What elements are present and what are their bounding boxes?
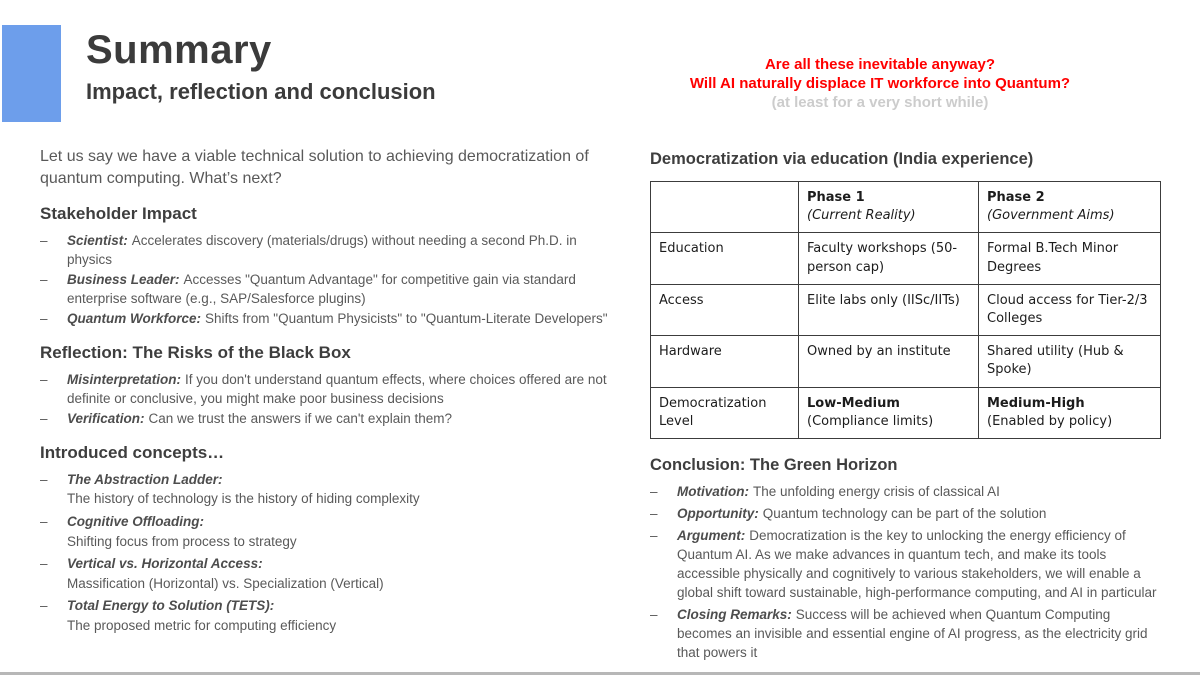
table-row <box>651 233 1161 284</box>
bullet-text: Democratization is the key to unlocking the energy efficiency of Quantum AI. As we make advances in quantum tech, and make its tools accessible physically and cognitively to various stakeholders, we will enable a global shift toward sustainable, high-performance computing, and AI in particular <box>677 527 1157 600</box>
left-column <box>40 146 612 640</box>
list-item <box>40 232 612 269</box>
list-item <box>40 597 612 616</box>
bullet-text: Can we trust the answers if we can't explain them? <box>148 411 452 427</box>
row-label: Hardware <box>651 336 799 387</box>
cell-value-bold: Medium-High <box>987 395 1085 411</box>
column-title: Phase 1 <box>807 190 865 205</box>
table-header-empty <box>651 182 799 233</box>
bullet-dash: – <box>40 556 48 572</box>
table-cell: Shared utility (Hub & Spoke) <box>979 336 1161 387</box>
bullet-dash: – <box>650 505 658 521</box>
bullet-label: Misinterpretation: <box>67 371 182 387</box>
bullet-label: Scientist: <box>67 233 128 248</box>
bullet-dash: – <box>40 471 48 487</box>
bullet-subtext: The history of technology is the history of hiding complexity <box>67 491 420 507</box>
bullet-subtext: Massification (Horizontal) vs. Specialization (Vertical) <box>67 575 384 591</box>
bullet-label: Argument: <box>677 527 746 543</box>
bullet-subtext: The proposed metric for computing efficiency <box>67 617 337 633</box>
phase-comparison-table <box>650 181 1161 439</box>
list-item <box>40 555 612 574</box>
list-item <box>650 482 1164 501</box>
bullet-label: Business Leader: <box>67 272 180 288</box>
table-row <box>651 336 1161 387</box>
table-row <box>651 387 1161 438</box>
annotation-line-3: (at least for a very short while) <box>771 94 989 111</box>
table-row <box>651 284 1161 335</box>
column-subtitle: (Government Aims) <box>987 208 1115 224</box>
section-reflection <box>40 343 612 429</box>
bullet-dash: – <box>40 272 48 288</box>
table-cell: Faculty workshops (50-person cap) <box>799 233 979 284</box>
bullet-text: The unfolding energy crisis of classical AI <box>753 483 1000 499</box>
bullet-dash: – <box>40 233 48 248</box>
annotation-line-1: Are all these inevitable anyway? <box>764 56 996 73</box>
list-item <box>40 471 612 490</box>
list-item <box>40 410 612 429</box>
bullet-dash: – <box>650 483 658 499</box>
intro-paragraph: Let us say we have a viable technical solution to achieving democratization of quantum computing. What’s next? <box>40 148 589 187</box>
bullet-subtext: Shifting focus from process to strategy <box>67 533 297 549</box>
table-cell <box>979 387 1161 438</box>
table-cell <box>799 387 979 438</box>
table-cell: Owned by an institute <box>799 336 979 387</box>
page-subtitle: Impact, reflection and conclusion <box>86 79 436 104</box>
table-header-phase2 <box>979 182 1161 233</box>
annotation-line-2: Will AI naturally displace IT workforce into Quantum? <box>689 75 1071 92</box>
section-heading: Stakeholder Impact <box>40 204 197 223</box>
bullet-label: Total Energy to Solution (TETS): <box>67 598 275 614</box>
list-item <box>40 513 612 532</box>
annotation-block <box>630 55 1130 112</box>
list-item <box>650 504 1164 523</box>
bullet-label: The Abstraction Ladder: <box>67 471 223 487</box>
section-stakeholder-impact <box>40 204 612 329</box>
title-block <box>86 28 436 105</box>
cell-value-bold: Low-Medium <box>807 395 900 411</box>
table-cell: Formal B.Tech Minor Degrees <box>979 233 1161 284</box>
table-header-phase1 <box>799 182 979 233</box>
section-introduced-concepts <box>40 443 612 636</box>
list-item <box>650 605 1164 662</box>
bullet-label: Quantum Workforce: <box>67 311 202 327</box>
accent-bar <box>2 25 61 122</box>
bullet-dash: – <box>40 411 48 427</box>
bullet-text: Quantum technology can be part of the solution <box>762 505 1047 521</box>
section-conclusion <box>650 456 1164 662</box>
column-subtitle: (Current Reality) <box>807 208 916 224</box>
table-heading: Democratization via education (India experience) <box>650 150 1034 168</box>
bullet-label: Closing Remarks: <box>677 606 792 622</box>
bullet-text: Accelerates discovery (materials/drugs) without needing a second Ph.D. in physics <box>67 233 577 267</box>
section-heading: Conclusion: The Green Horizon <box>650 455 898 474</box>
list-item <box>40 310 612 329</box>
bullet-text: If you don't understand quantum effects, where choices offered are not definite or conclusive, you might make poor business decisions <box>67 371 607 406</box>
cell-value: (Compliance limits) <box>807 413 934 429</box>
column-title: Phase 2 <box>987 190 1045 205</box>
bullet-label: Cognitive Offloading: <box>67 513 204 529</box>
bullet-dash: – <box>650 527 658 543</box>
bullet-text: Success will be achieved when Quantum Computing becomes an invisible and essential engine of AI progress, as the electricity grid that powers it <box>677 606 1148 660</box>
row-label: Education <box>651 233 799 284</box>
right-column <box>650 150 1164 665</box>
row-label: Democratization Level <box>651 387 799 438</box>
bullet-label: Verification: <box>67 411 145 427</box>
bullet-dash: – <box>40 598 48 614</box>
bullet-text: Shifts from "Quantum Physicists" to "Quantum-Literate Developers" <box>205 311 608 327</box>
section-heading: Reflection: The Risks of the Black Box <box>40 342 351 362</box>
bullet-dash: – <box>650 606 658 622</box>
page-title: Summary <box>86 28 272 72</box>
table-cell: Elite labs only (IISc/IITs) <box>799 284 979 335</box>
cell-value: (Enabled by policy) <box>987 413 1113 429</box>
table-cell: Cloud access for Tier-2/3 Colleges <box>979 284 1161 335</box>
bullet-label: Opportunity: <box>677 505 759 521</box>
bullet-text: Accesses "Quantum Advantage" for competitive gain via standard enterprise software (e.g., SAP/Salesforce plugins) <box>67 272 576 306</box>
list-item <box>650 526 1164 602</box>
bullet-label: Motivation: <box>677 483 749 499</box>
list-item <box>40 371 612 408</box>
section-heading: Introduced concepts… <box>40 442 225 462</box>
table-header-row <box>651 182 1161 233</box>
list-item <box>40 271 612 308</box>
bullet-dash: – <box>40 371 48 387</box>
bullet-dash: – <box>40 311 48 327</box>
bullet-dash: – <box>40 513 48 529</box>
row-label: Access <box>651 284 799 335</box>
bullet-label: Vertical vs. Horizontal Access: <box>67 556 263 572</box>
